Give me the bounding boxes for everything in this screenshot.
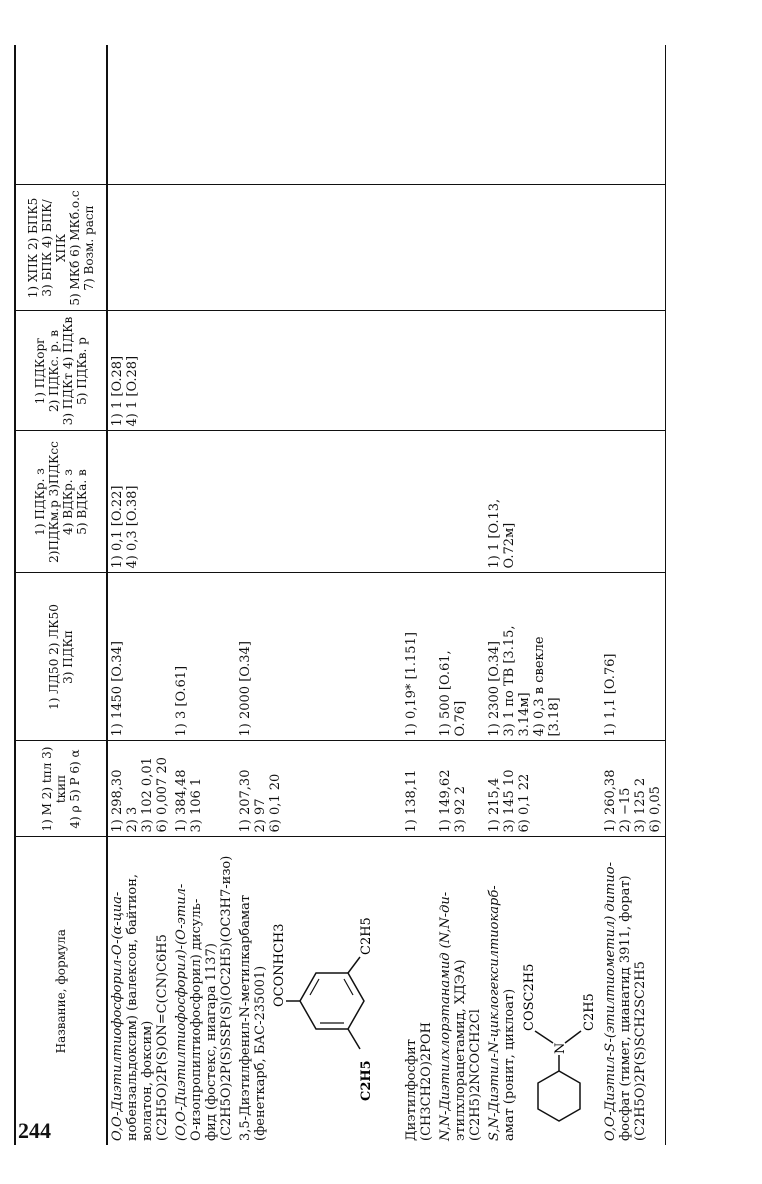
cell-toxicity: 1) 1,1 [O.76] [601, 573, 666, 741]
table-row [402, 45, 436, 1145]
struct-top-label: OCONHCH3 [272, 923, 287, 1007]
struct-bottom-label: C2H5 [582, 993, 597, 1031]
cell-extra [107, 45, 172, 185]
page-number: 244 [18, 1118, 51, 1143]
cell-air [172, 431, 236, 573]
cell-name: O,O-Диэтил-S-(этилтиометил) дитио- фосфат (тимет, цианатид 3911, форат) (C2H5O)2P(S)SCH2SC2H5 [601, 837, 666, 1145]
table-row [236, 45, 402, 1145]
cell-class [436, 185, 485, 311]
cell-name: O,O-Диэтилтиофосфорил-O-(α-циа- нобензальдоксим) (валексон, байтион, волатон, фоксим) (C2H5O)2P(S)ON=C(CN)C6H5 [110, 873, 170, 1141]
cell-water [436, 311, 485, 431]
cell-physical: 1) 298,30 2) 3 3) 102 0,01 6) 0,007 20 [107, 741, 172, 837]
cell-water [485, 311, 601, 431]
cyclohexyl-structure [519, 851, 597, 1141]
cell-toxicity: 1) 3 [O.61] [172, 573, 236, 741]
table-row [601, 45, 666, 1145]
cell-physical: 1) 138,11 [402, 741, 436, 837]
rotated-table-area [14, 45, 754, 1145]
cell-class [601, 185, 666, 311]
cell-extra [601, 45, 666, 185]
cell-toxicity: 1) 2000 [O.34] [236, 573, 402, 741]
cell-toxicity: 1) 2300 [O.34] 3) 1 по ТВ [3.15, 3.14м] 4) 0,3 в свекле [3.18] [485, 573, 601, 741]
cell-name: S,N-Диэтил-N-циклогексилтиокарб- амат (ронит, циклоат) N COSC2H5 C2H5 [485, 837, 601, 1145]
cell-physical: 1) 384,48 3) 106 1 [172, 741, 236, 837]
table-row [436, 45, 485, 1145]
cell-physical: 1) 207,30 2) 97 6) 0,1 20 [236, 741, 402, 837]
cell-class [485, 185, 601, 311]
cell-air [236, 431, 402, 573]
cell-extra [172, 45, 236, 185]
cell-extra [436, 45, 485, 185]
header-toxicity: 1) ЛД50 2) ЛК50 3) ПДКп [15, 573, 107, 741]
cell-class [402, 185, 436, 311]
cell-water [402, 311, 436, 431]
cell-class [236, 185, 402, 311]
cell-air [601, 431, 666, 573]
header-name: Название, формула [15, 837, 107, 1145]
data-table [14, 45, 666, 1145]
cell-physical: 1) 215,4 3) 145 10 6) 0,1 22 [485, 741, 601, 837]
struct-top-label: COSC2H5 [522, 963, 537, 1031]
cell-toxicity: 1) 1450 [O.34] [107, 573, 172, 741]
cell-water [172, 311, 236, 431]
cell-name: Диэтилфосфит (CH3CH2O)2POH [404, 1022, 434, 1141]
struct-right-label: C2H5 [359, 917, 374, 955]
benzene-structure [270, 851, 398, 1141]
header-physical: 1) M 2) tпл 3) tкип 4) ρ 5) P 6) α [15, 741, 107, 837]
header-extra [15, 45, 107, 185]
cell-class [172, 185, 236, 311]
cell-name: N,N-Диэтилхлорэтанамид (N,N-ди- этилхлорацетамид, ХДЭА) (C2H5)2NCOCH2Cl [438, 891, 483, 1141]
struct-n-label: N [553, 1042, 568, 1054]
cell-toxicity: 1) 0,19* [1.151] [402, 573, 436, 741]
cell-air [402, 431, 436, 573]
cell-class [107, 185, 172, 311]
cell-extra [402, 45, 436, 185]
header-air: 1) ПДКр. з 2)ПДКм.р 3)ПДКсс 4) ВДКр. з 5) ВДКа. в [15, 431, 107, 573]
cell-air: 1) 0,1 [O.22] 4) 0,3 [O.38] [107, 431, 172, 573]
header-class: 1) ХПК 2) БПК5 3) БПК 4) БПК/ХПК 5) МКб 6) МКб.о.с 7) Возм. расп [15, 185, 107, 311]
cell-water [236, 311, 402, 431]
table-row [107, 45, 172, 1145]
cell-name: 3,5-Диэтилфенил-N-метилкарбамат (фенеткарб, БАС-235001) OCONHCH3 C2H5 C2H5 [236, 837, 402, 1145]
header-row [15, 45, 107, 1145]
cell-air: 1) 1 [O.13, O.72м] [485, 431, 601, 573]
cell-extra [485, 45, 601, 185]
cell-water: 1) 1 [O.28] 4) 1 [O.28] [107, 311, 172, 431]
struct-left-label: C2H5 [359, 1060, 374, 1101]
cell-extra [236, 45, 402, 185]
header-water: 1) ПДКорг 2) ПДКс. р. в 3) ПДКт 4) ПДКв 5) ПДКв. р [15, 311, 107, 431]
cell-physical: 1) 260,38 2) −15 3) 125 2 6) 0,05 [601, 741, 666, 837]
cell-water [601, 311, 666, 431]
cell-toxicity: 1) 500 [O.61, O.76] [436, 573, 485, 741]
cell-air [436, 431, 485, 573]
table-row [485, 45, 601, 1145]
cell-name: (O,O-Диэтилтиофосфорил)-(O-этил- O-изопропилтиофосфорил) дисуль- фид (фостекс, ниагара 1137) (C2H5O)2P(S)SSP(S)(OC2H5)(OC3H7-изо) [174, 855, 234, 1141]
table-row [172, 45, 236, 1145]
cell-physical: 1) 149,62 3) 92 2 [436, 741, 485, 837]
